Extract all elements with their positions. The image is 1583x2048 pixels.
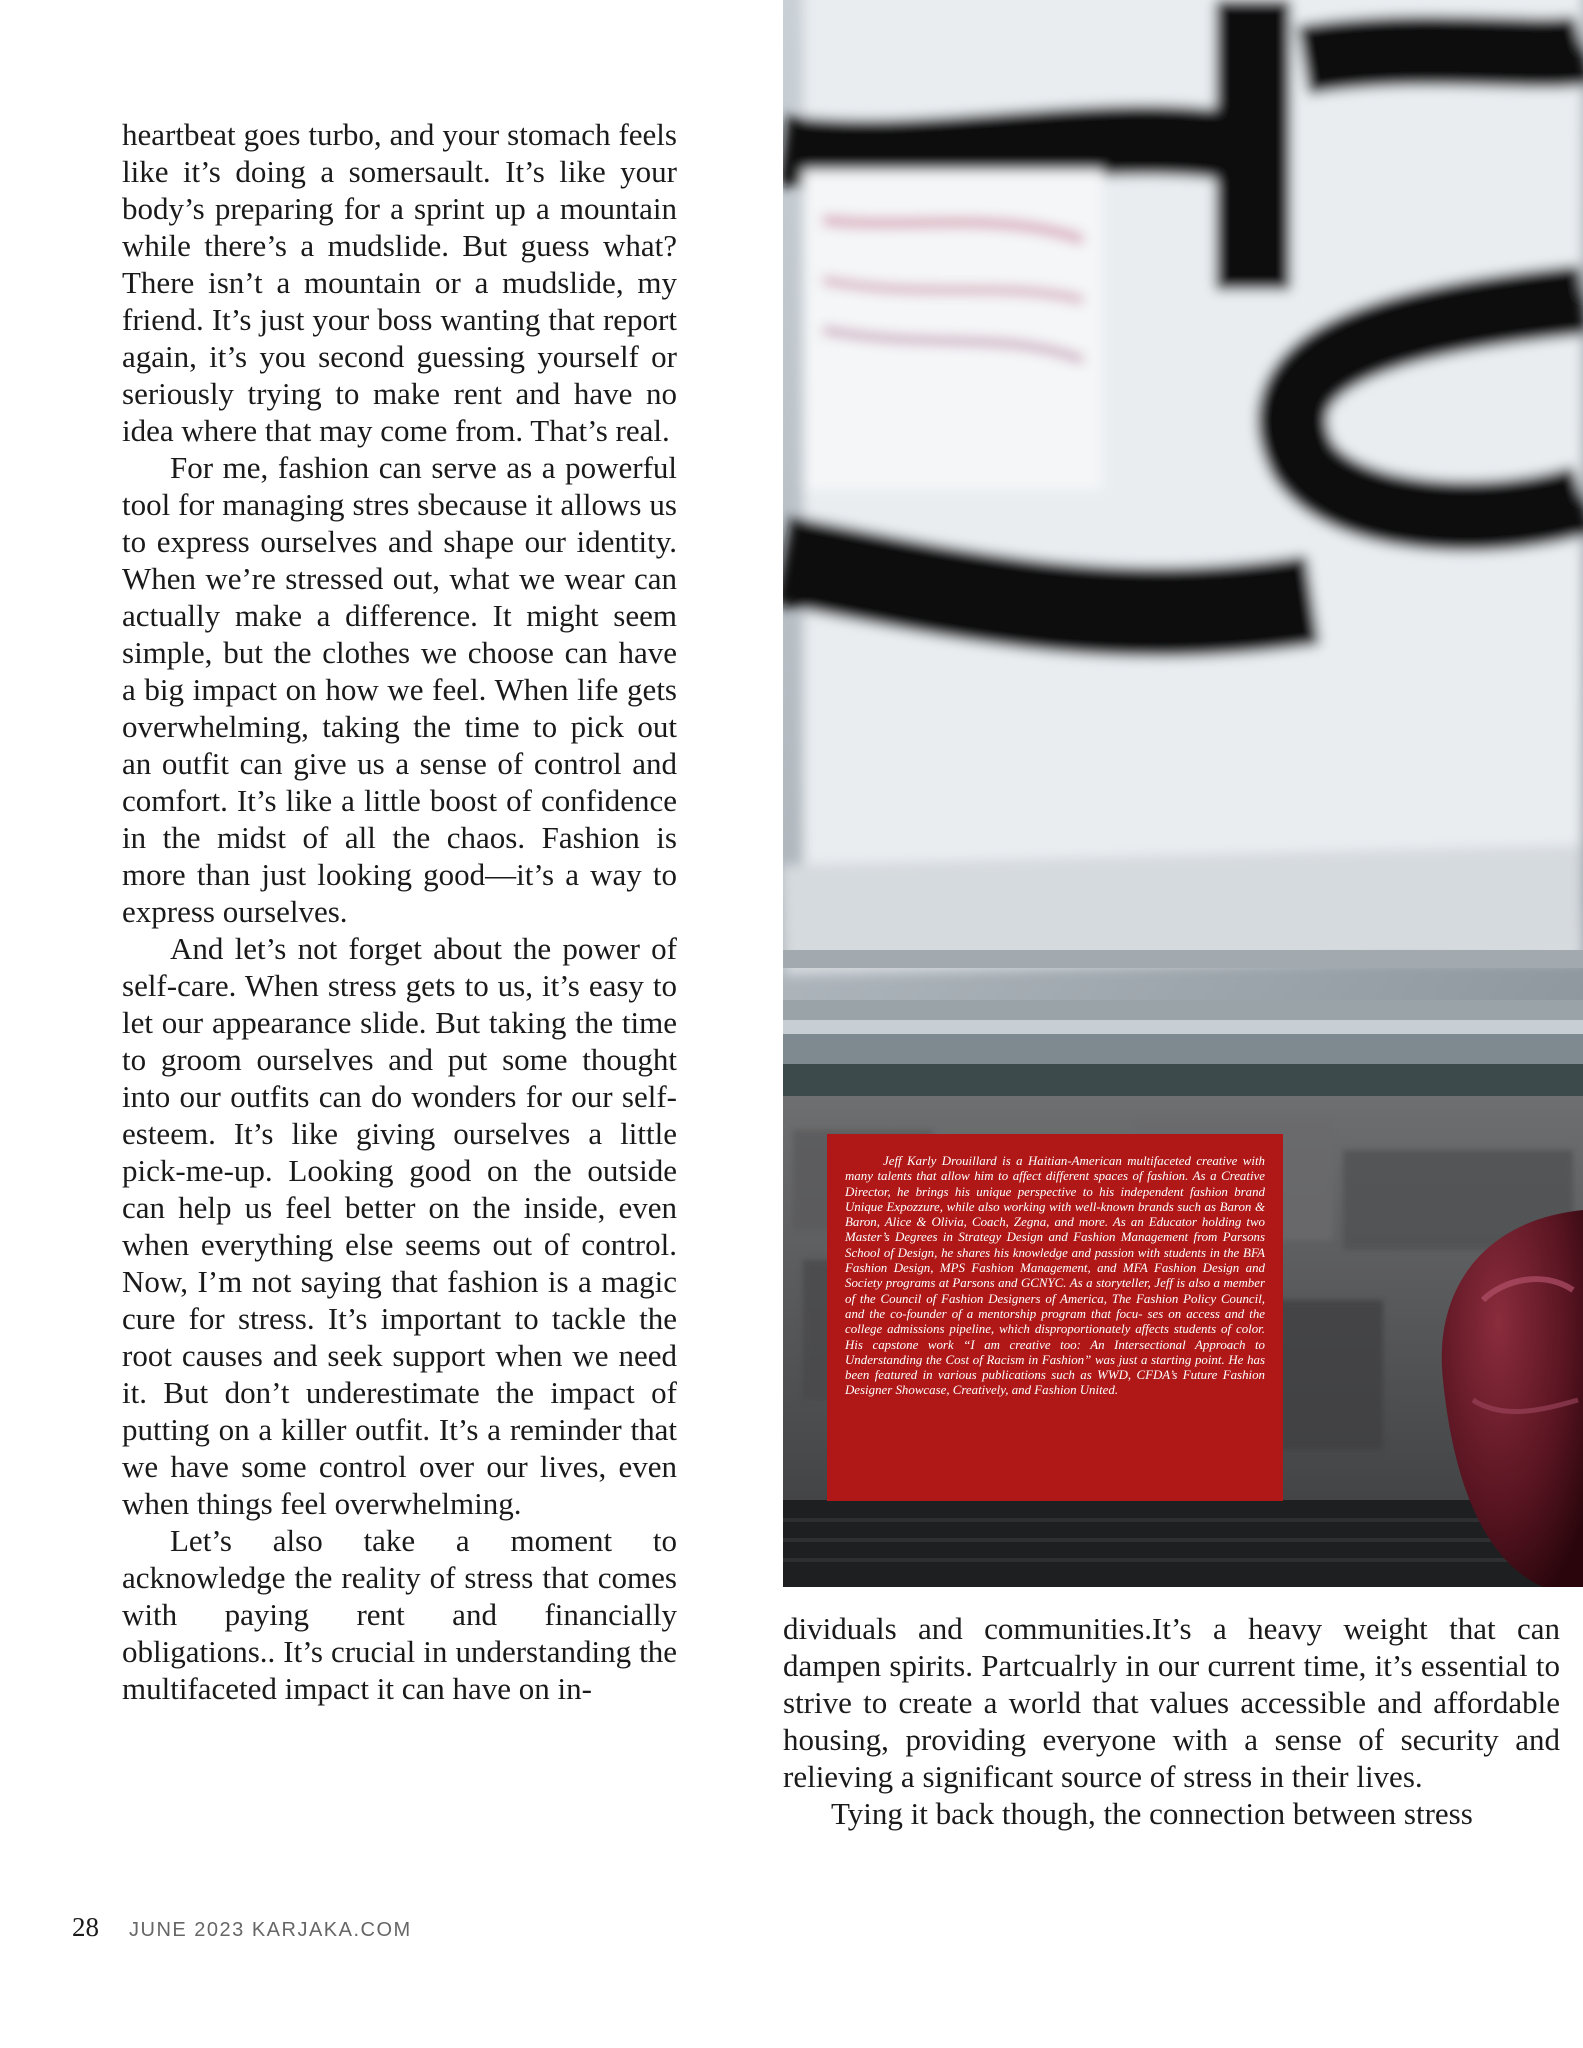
- paragraph: dividuals and communities.It’s a heavy weight that can dampen spirits. Partcualrly in our current time, it’s essential to strive to create a world that values accessible and affordable housing, providing everyone with a sense of security and relieving a significant source of stress in their lives.: [783, 1611, 1560, 1794]
- article-column-left: [122, 116, 677, 1707]
- article-column-right: [783, 1610, 1560, 1832]
- paragraph: heartbeat goes turbo, and your stomach feels like it’s doing a somersault. It’s like your body’s preparing for a sprint up a mountain while there’s a mudslide. But guess what? There isn’t a mountain or a mudslide, my friend. It’s just your boss wanting that report again, it’s you second guessing yourself or seriously trying to make rent and have no idea where that may come from. That’s real.: [122, 117, 677, 448]
- paragraph: Tying it back though, the connection between stress: [831, 1796, 1473, 1831]
- paragraph: And let’s not forget about the power of self-care. When stress gets to us, it’s easy to let our appearance slide. But taking the time to groom ourselves and put some thought into our outfits can do wonders for our self-esteem. It’s like giving ourselves a little pick-me-up. Looking good on the outside can help us feel better on the inside, even when everything else seems out of control. Now, I’m not saying that fashion is a magic cure for stress. It’s important to tackle the root causes and seek support when we need it. But don’t underestimate the impact of putting on a killer outfit. It’s a reminder that we have some control over our lives, even when things feel overwhelming.: [122, 931, 677, 1521]
- page-footer: [72, 1912, 412, 1946]
- paragraph: Let’s also take a moment to acknowledge the reality of stress that comes with paying rent and financially obligations.. It’s crucial in understanding the multifaceted impact it can have on in-: [122, 1523, 677, 1706]
- footer-info: JUNE 2023 KARJAKA.COM: [129, 1919, 412, 1941]
- bio-box: Jeff Karly Drouillard is a Haitian-American multifaceted creative with many talents that allow him to affect different spaces of fashion. As a Creative Director, he brings his unique perspective to his independent fashion brand Unique Expozzure, while also working with well-known brands such as Baron & Baron, Alice & Olivia, Coach, Zegna, and more. As an Educator holding two Master’s Degrees in Strategy Design and Fashion Management from Parsons School of Design, he shares his knowledge and passion with students in the BFA Fashion Design, MPS Fashion Management, and MFA Fashion Design and Society programs at Parsons and GCNYC. As a storyteller, Jeff is also a member of the Council of Fashion Designers of America, The Fashion Policy Council, and the co-founder of a mentorship program that focu- ses on access and the college admissions pipeline, which disproportionately affects students of color. His capstone work “I am creative too: An Intersectional Approach to Understanding the Cost of Racism in Fashion” was just a starting point. He has been featured in various publications such as WWD, CFDA’s Future Fashion Designer Showcase, Creatively, and Fashion United.: [827, 1134, 1283, 1501]
- page-number: 28: [72, 1912, 99, 1942]
- paragraph: For me, fashion can serve as a powerful tool for managing stres sbecause it allows us to express ourselves and shape our identity. When we’re stressed out, what we wear can actually make a difference. It might seem simple, but the clothes we choose can have a big impact on how we feel. When life gets overwhelming, taking the time to pick out an outfit can give us a sense of control and comfort. It’s like a little boost of confidence in the midst of all the chaos. Fashion is more than just looking good—it’s a way to express ourselves.: [122, 450, 677, 929]
